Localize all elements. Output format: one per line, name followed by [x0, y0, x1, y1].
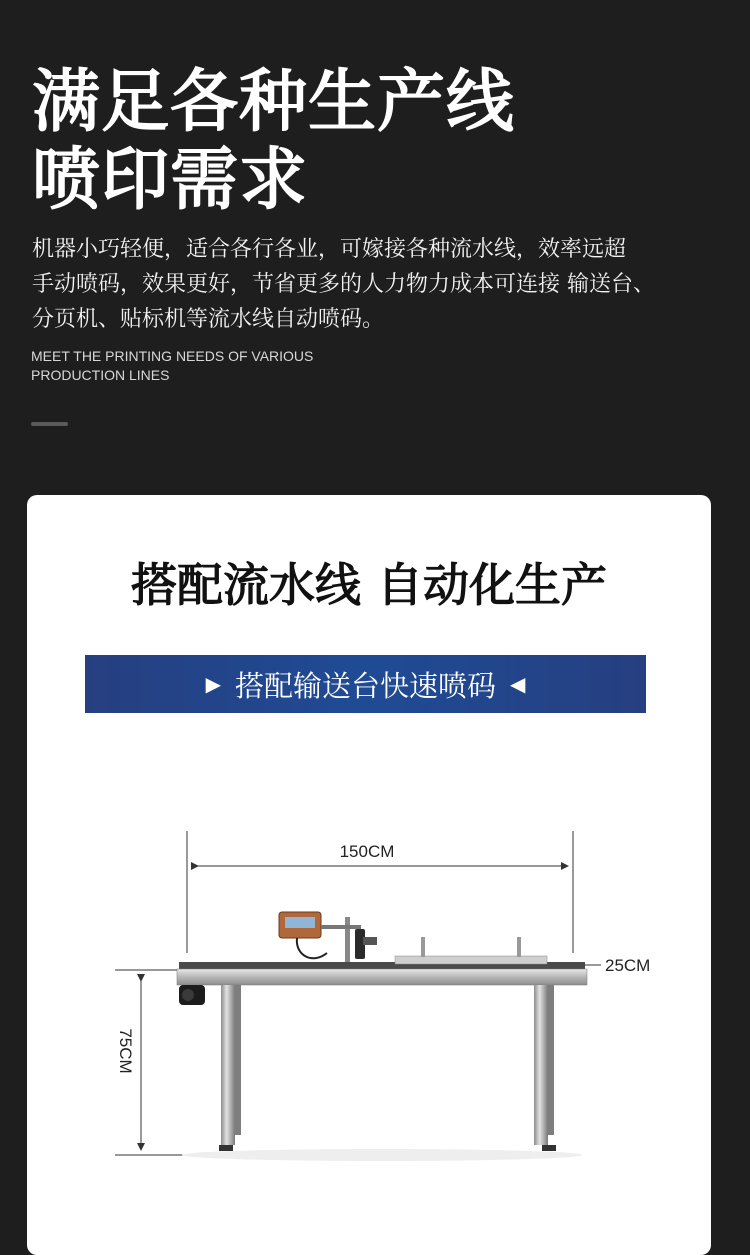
rail-post-right — [517, 937, 521, 957]
guide-rail — [395, 956, 547, 964]
headline — [32, 64, 515, 220]
leg-back-right — [548, 985, 554, 1135]
play-left-icon: ◀ — [510, 672, 526, 696]
leg-front-left — [221, 985, 235, 1145]
printer-cable — [297, 938, 327, 958]
floor-shadow — [182, 1149, 582, 1161]
description-line-1: 机器小巧轻便，适合各行各业，可嫁接各种流水线，效率远超 — [32, 237, 627, 262]
banner-label: 搭配输送台快速喷码 — [234, 668, 496, 703]
description-line-3: 分页机、贴标机等流水线自动喷码。 — [32, 307, 385, 332]
feature-banner — [85, 655, 646, 713]
conveyor-diagram — [27, 825, 711, 1175]
hero-section — [0, 0, 750, 495]
inkjet-printer — [279, 912, 377, 962]
width-label: 150CM — [339, 842, 395, 861]
description-line-2: 手动喷码，效果更好，节省更多的人力物力成本可连接 输送台、 — [32, 272, 655, 297]
description — [32, 232, 722, 337]
rail-post-left — [421, 937, 425, 957]
leg-front-right — [534, 985, 548, 1145]
conveyor-table — [177, 937, 587, 1151]
english-line-2: PRODUCTION LINES — [31, 367, 170, 383]
printer-stand — [345, 917, 350, 962]
play-right-icon: ▶ — [205, 672, 221, 696]
conveyor-frame — [177, 969, 587, 985]
printer-screen — [285, 917, 315, 928]
headline-line-1: 满足各种生产线 — [32, 63, 516, 142]
printer-bracket — [321, 925, 361, 929]
divider-dash — [31, 422, 68, 426]
leg-back-left — [235, 985, 241, 1135]
headline-line-2: 喷印需求 — [32, 141, 309, 220]
foot-right — [542, 1145, 556, 1151]
print-head-cap — [363, 937, 377, 945]
english-subtitle — [31, 347, 313, 385]
product-card — [27, 495, 711, 1255]
motor-cap — [182, 989, 194, 1001]
english-line-1: MEET THE PRINTING NEEDS OF VARIOUS — [31, 348, 314, 364]
depth-label: 25CM — [605, 956, 651, 975]
card-title: 搭配流水线 自动化生产 — [130, 558, 607, 612]
height-label: 75CM — [116, 1028, 135, 1074]
foot-left — [219, 1145, 233, 1151]
